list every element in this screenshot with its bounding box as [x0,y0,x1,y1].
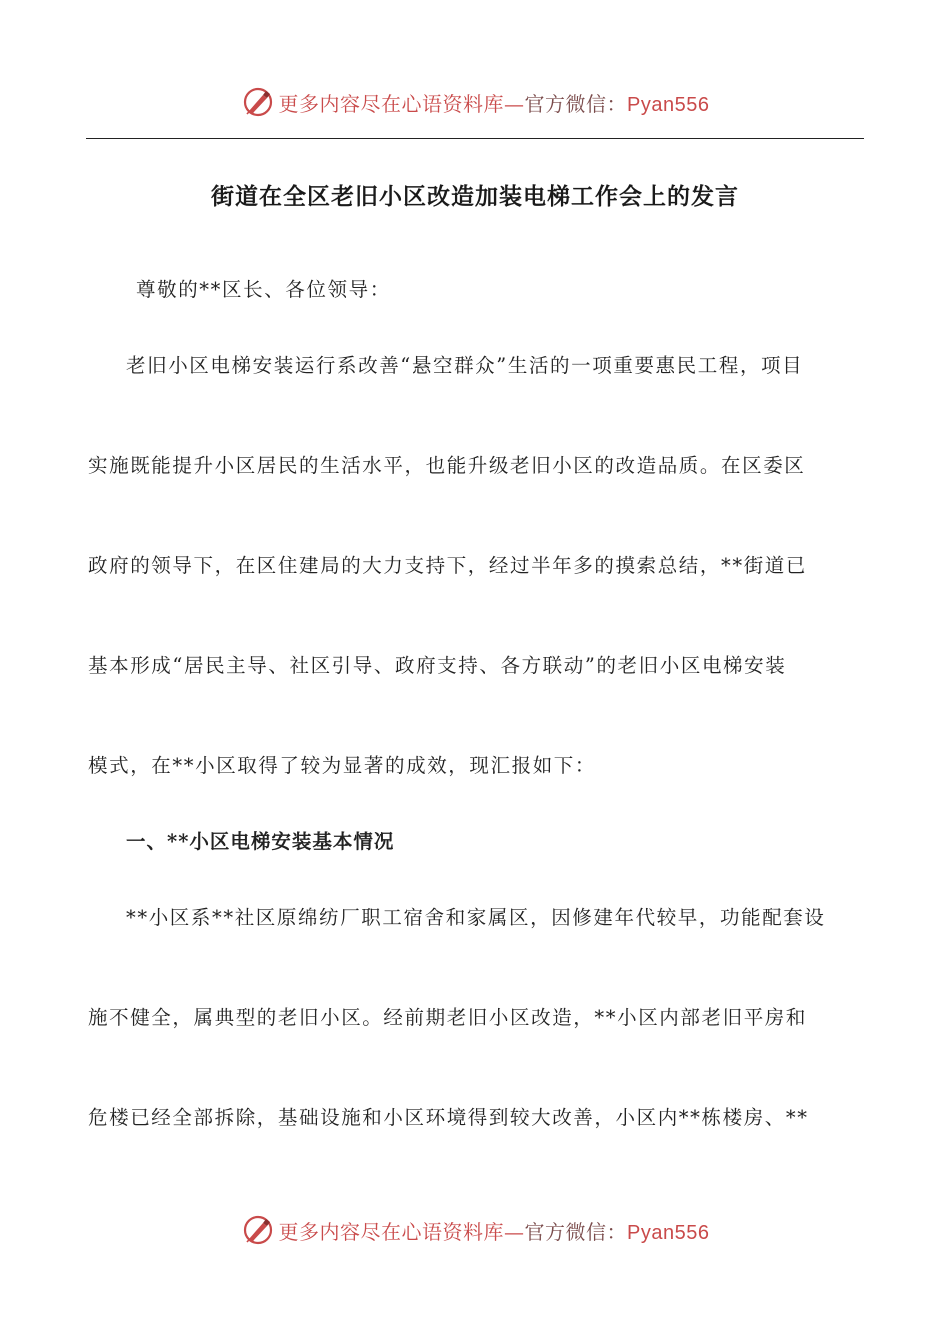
brand-wechat-label: 官方微信： [524,91,628,116]
paragraph-line: 实施既能提升小区居民的生活水平，也能升级老旧小区的改造品质。在区委区 [88,454,806,477]
brand-wechat-id: Pyan556 [627,1221,710,1244]
brand-slogan: 更多内容尽在心语资料库 [278,1219,505,1244]
brand-slogan: 更多内容尽在心语资料库 [278,91,505,116]
brand-text [279,1216,710,1245]
brand-wechat-label: 官方微信： [524,1219,628,1244]
document-title: 街道在全区老旧小区改造加装电梯工作会上的发言 [211,183,739,210]
section-heading: 一、**小区电梯安装基本情况 [126,830,395,853]
pen-logo-icon [241,85,275,119]
brand-wechat-id: Pyan556 [627,93,710,116]
pen-logo-icon [241,1213,275,1247]
header-divider [86,138,864,139]
paragraph-line: 老旧小区电梯安装运行系改善“悬空群众”生活的一项重要惠民工程，项目 [126,354,804,377]
paragraph-line: **小区系**社区原绵纺厂职工宿舍和家属区，因修建年代较早，功能配套设 [126,906,826,929]
brand-text [279,88,710,117]
footer-brand [0,1210,950,1250]
brand-dash: — [504,1219,525,1244]
paragraph-line: 模式，在**小区取得了较为显著的成效，现汇报如下： [88,754,597,777]
paragraph-line: 政府的领导下，在区住建局的大力支持下，经过半年多的摸索总结，**街道已 [88,554,808,577]
paragraph-line: 基本形成“居民主导、社区引导、政府支持、各方联动”的老旧小区电梯安装 [88,654,787,677]
header-brand [0,82,950,122]
salutation: 尊敬的**区长、各位领导： [136,278,391,301]
paragraph-line: 施不健全，属典型的老旧小区。经前期老旧小区改造，**小区内部老旧平房和 [88,1006,808,1029]
brand-dash: — [504,91,525,116]
paragraph-line: 危楼已经全部拆除，基础设施和小区环境得到较大改善，小区内**栋楼房、** [88,1106,809,1129]
